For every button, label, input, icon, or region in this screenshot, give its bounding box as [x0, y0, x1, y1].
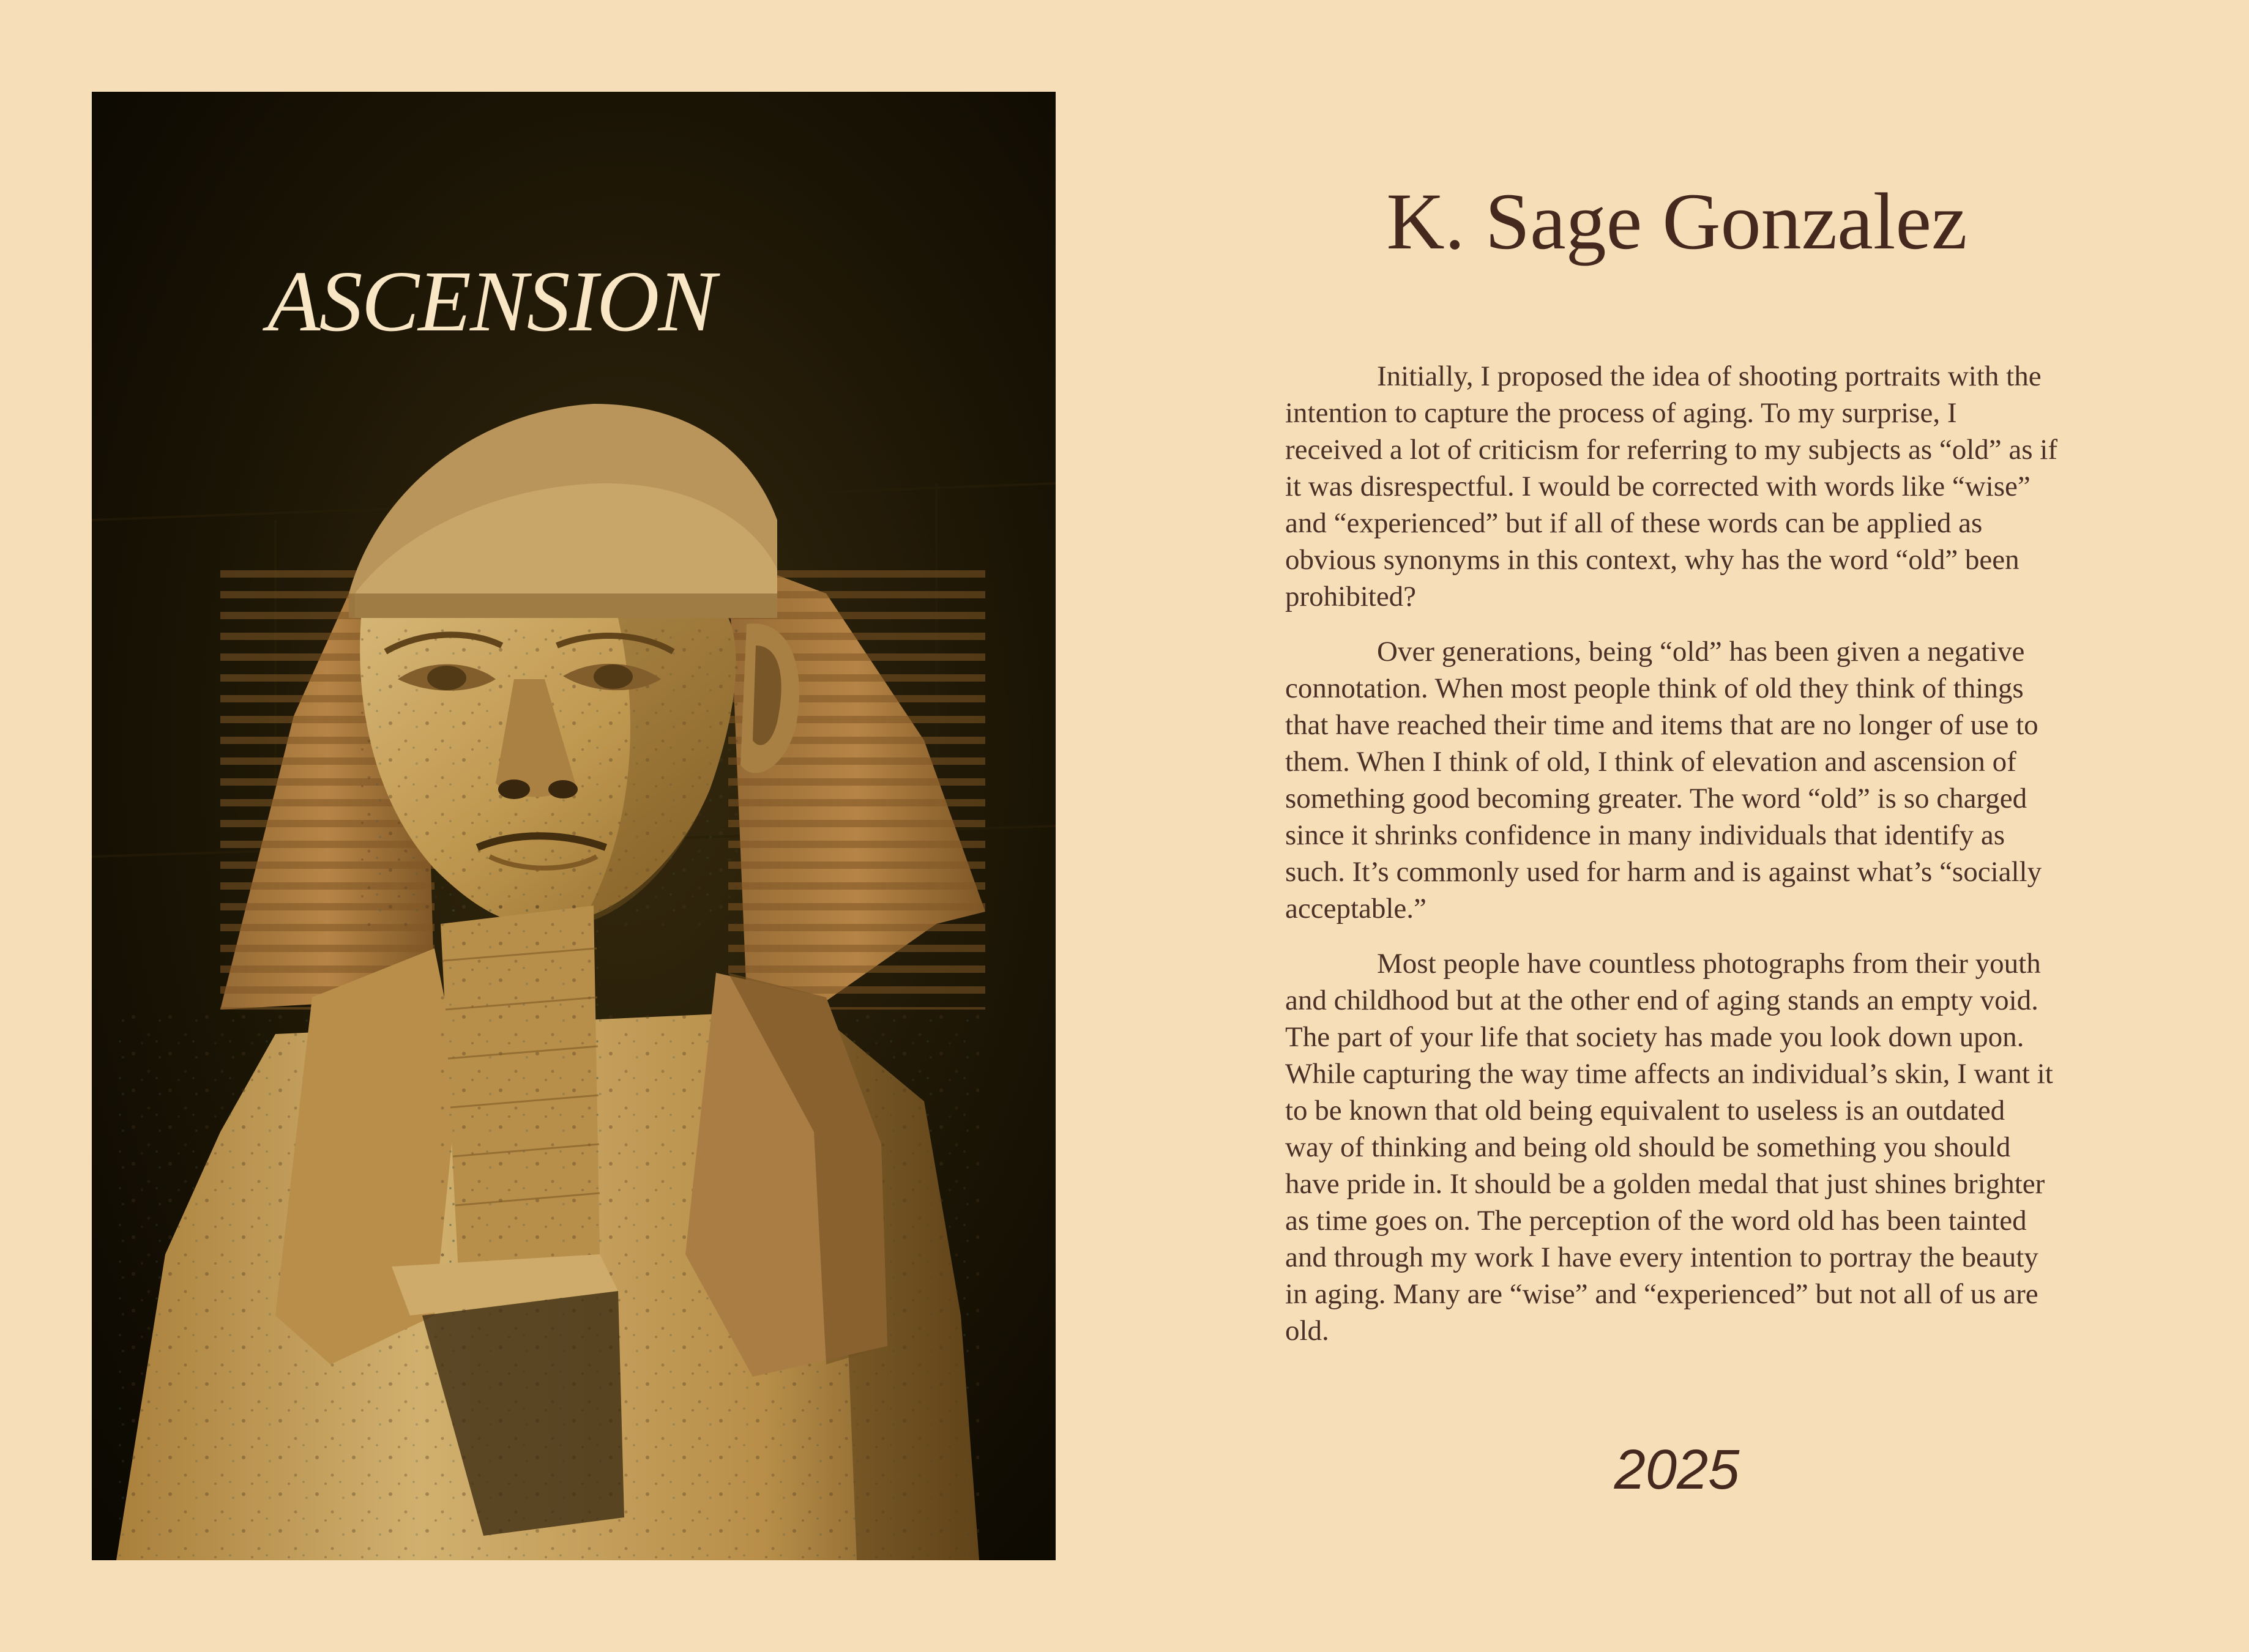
cover-photo-panel — [92, 92, 1056, 1560]
essay-paragraph-2: Over generations, being “old” has been given a negative connotation. When most people think of old they think of things that have reached their time and items that are no longer of use to them. When I think of old, I think of elevation and ascension of something good becoming greater. The word “old” is so charged since it shrinks confidence in many individuals that identify as such. It’s commonly used for harm and is against what’s “socially acceptable.” — [1285, 636, 2042, 925]
text-column — [1285, 92, 2068, 1560]
author-name: K. Sage Gonzalez — [1386, 176, 1967, 266]
cover-title: ASCENSION — [267, 253, 715, 349]
essay-paragraph-1: Initially, I proposed the idea of shooting portraits with the intention to capture the process of aging. To my surprise, I received a lot of criticism for referring to my subjects as “old” as if it was disrespectful. I would be corrected with words like “wise” and “experienced” but if all of these words can be applied as obvious synonyms in this context, why has the word “old” been prohibited? — [1285, 360, 2058, 612]
essay-paragraph-3: Most people have countless photographs from their youth and childhood but at the other end of aging stands an empty void. The part of your life that society has made you look down upon. While capturing the way time affects an individual’s skin, I want it to be known that old being equivalent to useless is an outdated way of thinking and being old should be something you should have pride in. It should be a golden medal that just shines brighter as time goes on. The perception of the word old has been tainted and through my work I have every intention to portray the beauty in aging. Many are “wise” and “experienced” but not all of us are old. — [1285, 948, 2053, 1347]
artist-statement — [1285, 358, 2059, 1367]
publication-year: 2025 — [1614, 1438, 1740, 1501]
